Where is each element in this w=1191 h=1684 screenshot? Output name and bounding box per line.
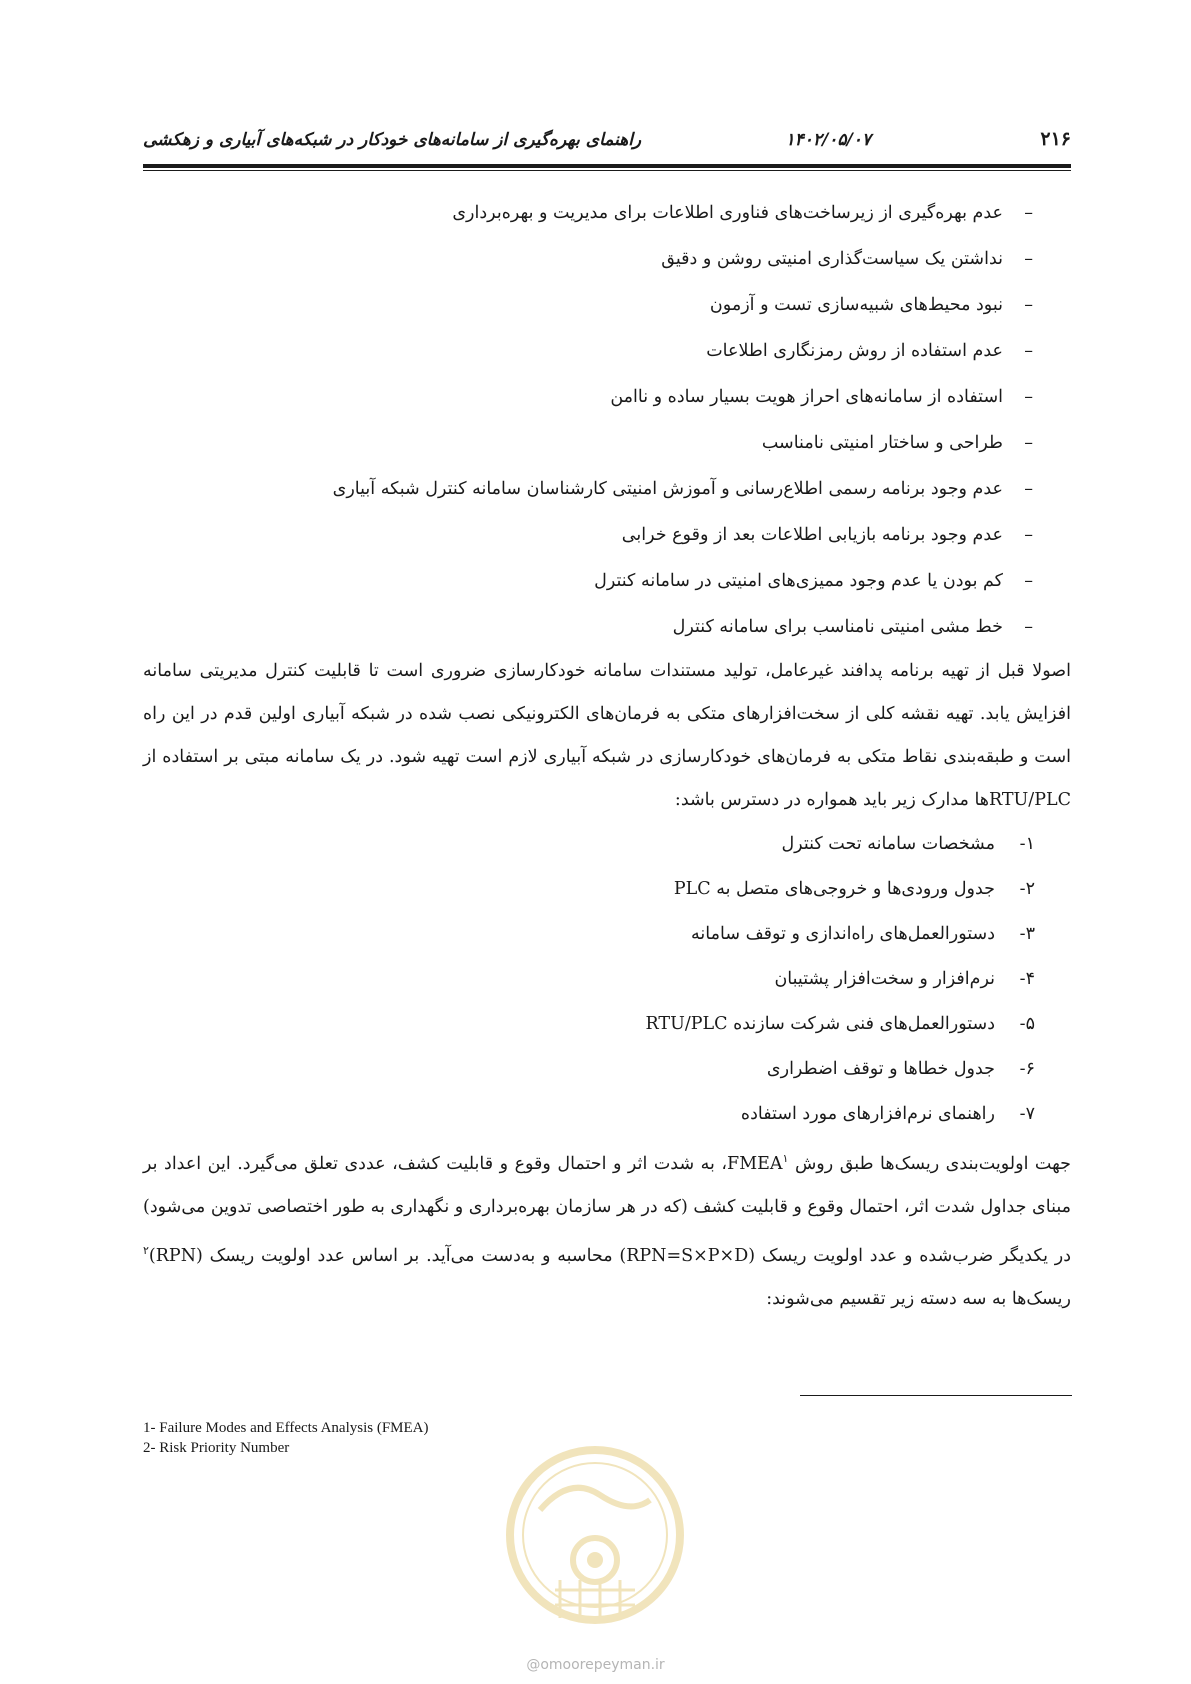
list-item bbox=[143, 190, 1033, 236]
list-number: ۶- bbox=[1019, 1059, 1035, 1079]
list-item-text: مشخصات سامانه تحت کنترل bbox=[781, 834, 995, 854]
list-item bbox=[143, 1047, 1035, 1092]
list-item bbox=[143, 1092, 1035, 1137]
list-item bbox=[143, 912, 1035, 957]
list-item-text: عدم وجود برنامه بازیابی اطلاعات بعد از وقوع خرابی bbox=[621, 525, 1003, 545]
list-item bbox=[143, 867, 1035, 912]
paragraph-part: ، به شدت اثر و احتمال وقوع و قابلیت کشف، عددی تعلق می‌گیرد. این اعداد بر مبنای جداول شدت اثر، احتمال وقوع و قابلیت کشف (که در هر سازمان بهره‌برداری و نگهداری به طور اختصاصی تدوین می‌شود) در یکدیگر ضرب‌شده و عدد اولویت ریسک (RPN=S×P×D) محاسبه و به‌دست می‌آید. بر اساس عدد اولویت ریسک (RPN) bbox=[143, 1153, 1071, 1266]
bullet-list bbox=[143, 190, 1071, 650]
page-header bbox=[143, 128, 1071, 156]
footnote-2: 2- Risk Priority Number bbox=[143, 1440, 290, 1456]
list-item bbox=[143, 466, 1033, 512]
bullet-dash: – bbox=[1024, 295, 1033, 315]
list-item-text: استفاده از سامانه‌های احراز هویت بسیار ساده و ناامن bbox=[610, 387, 1003, 407]
list-item-text: راهنمای نرم‌افزارهای مورد استفاده bbox=[740, 1104, 995, 1124]
watermark-logo-icon bbox=[500, 1440, 690, 1640]
list-item-text: نداشتن یک سیاست‌گذاری امنیتی روشن و دقیق bbox=[661, 249, 1003, 269]
paragraph-part: ریسک‌ها به سه دسته زیر تقسیم می‌شوند: bbox=[766, 1288, 1071, 1309]
footnotes bbox=[143, 1418, 429, 1458]
list-item bbox=[143, 957, 1035, 1002]
list-item-text: طراحی و ساختار امنیتی نامناسب bbox=[761, 433, 1003, 453]
list-item bbox=[143, 558, 1033, 604]
list-item bbox=[143, 328, 1033, 374]
list-item bbox=[143, 1002, 1035, 1047]
footnote-1: 1- Failure Modes and Effects Analysis (FMEA) bbox=[143, 1420, 429, 1436]
list-item-text: نبود محیط‌های شبیه‌سازی تست و آزمون bbox=[709, 295, 1003, 315]
bullet-dash: – bbox=[1024, 387, 1033, 407]
bullet-dash: – bbox=[1024, 525, 1033, 545]
header-date: ۱۴۰۲/۰۵/۰۷ bbox=[785, 130, 871, 150]
list-item-text: جدول ورودی‌ها و خروجی‌های متصل به PLC bbox=[673, 879, 995, 899]
numbered-list bbox=[143, 822, 1071, 1137]
list-item-text: عدم وجود برنامه رسمی اطلاع‌رسانی و آموزش امنیتی کارشناسان سامانه کنترل شبکه آبیاری bbox=[332, 479, 1003, 499]
list-item bbox=[143, 420, 1033, 466]
bullet-dash: – bbox=[1024, 617, 1033, 637]
paragraph-documentation: اصولا قبل از تهیه برنامه پدافند غیرعامل، تولید مستندات سامانه خودکارسازی ضروری است تا قابلیت کنترل مدیریتی سامانه افزایش یابد. تهیه نقشه کلی از سخت‌افزارهای متکی به فرمان‌های الکترونیکی نصب شده در شبکه آبیاری اولین قدم در این راه است و طبقه‌بندی نقاط متکی به فرمان‌های خودکارسازی در شبکه آبیاری لازم است تهیه شود. در یک سامانه مبتی بر استفاده از RTU/PLCها مدارک زیر باید همواره در دسترس باشد: bbox=[143, 661, 1071, 810]
list-number: ۲- bbox=[1019, 879, 1035, 899]
bullet-dash: – bbox=[1024, 433, 1033, 453]
bullet-dash: – bbox=[1024, 249, 1033, 269]
list-item-text: عدم استفاده از روش رمزنگاری اطلاعات bbox=[706, 341, 1003, 361]
list-item bbox=[143, 822, 1035, 867]
list-item bbox=[143, 236, 1033, 282]
list-item bbox=[143, 604, 1033, 650]
paragraph-risk-priority bbox=[143, 1137, 1071, 1321]
footnote-ref-2[interactable]: ۲ bbox=[143, 1243, 149, 1257]
list-number: ۷- bbox=[1019, 1104, 1035, 1124]
watermark-site-text: @omoorepeyman.ir bbox=[526, 1657, 665, 1673]
list-item-text: عدم بهره‌گیری از زیرساخت‌های فناوری اطلاعات برای مدیریت و بهره‌برداری bbox=[452, 203, 1003, 223]
bullet-dash: – bbox=[1024, 341, 1033, 361]
page-number: ۲۱۶ bbox=[1040, 128, 1071, 150]
list-item-text: کم بودن یا عدم وجود ممیزی‌های امنیتی در سامانه کنترل bbox=[594, 571, 1003, 591]
list-item bbox=[143, 512, 1033, 558]
list-number: ۴- bbox=[1019, 969, 1035, 989]
page-body bbox=[143, 190, 1071, 1321]
list-number: ۳- bbox=[1019, 924, 1035, 944]
list-item-text: دستورالعمل‌های فنی شرکت سازنده RTU/PLC bbox=[645, 1014, 995, 1034]
header-title: راهنمای بهره‌گیری از سامانه‌های خودکار در شبکه‌های آبیاری و زهکشی bbox=[143, 130, 642, 150]
bullet-dash: – bbox=[1024, 203, 1033, 223]
list-item-text: جدول خطاها و توقف اضطراری bbox=[766, 1059, 995, 1079]
footnote-ref-1[interactable]: ۱ bbox=[782, 1152, 789, 1165]
list-number: ۱- bbox=[1019, 834, 1035, 854]
header-rule-thin bbox=[143, 170, 1071, 171]
header-rule-thick bbox=[143, 164, 1071, 168]
list-item-text: خط مشی امنیتی نامناسب برای سامانه کنترل bbox=[672, 617, 1003, 637]
list-item-text: دستورالعمل‌های راه‌اندازی و توقف سامانه bbox=[691, 924, 995, 944]
list-item bbox=[143, 282, 1033, 328]
list-item-text: نرم‌افزار و سخت‌افزار پشتیبان bbox=[774, 969, 995, 989]
footnote-separator bbox=[800, 1395, 1072, 1396]
list-item bbox=[143, 374, 1033, 420]
bullet-dash: – bbox=[1024, 571, 1033, 591]
paragraph-part: جهت اولویت‌بندی ریسک‌ها طبق روش FMEA bbox=[727, 1153, 1071, 1174]
list-number: ۵- bbox=[1019, 1014, 1035, 1034]
bullet-dash: – bbox=[1024, 479, 1033, 499]
